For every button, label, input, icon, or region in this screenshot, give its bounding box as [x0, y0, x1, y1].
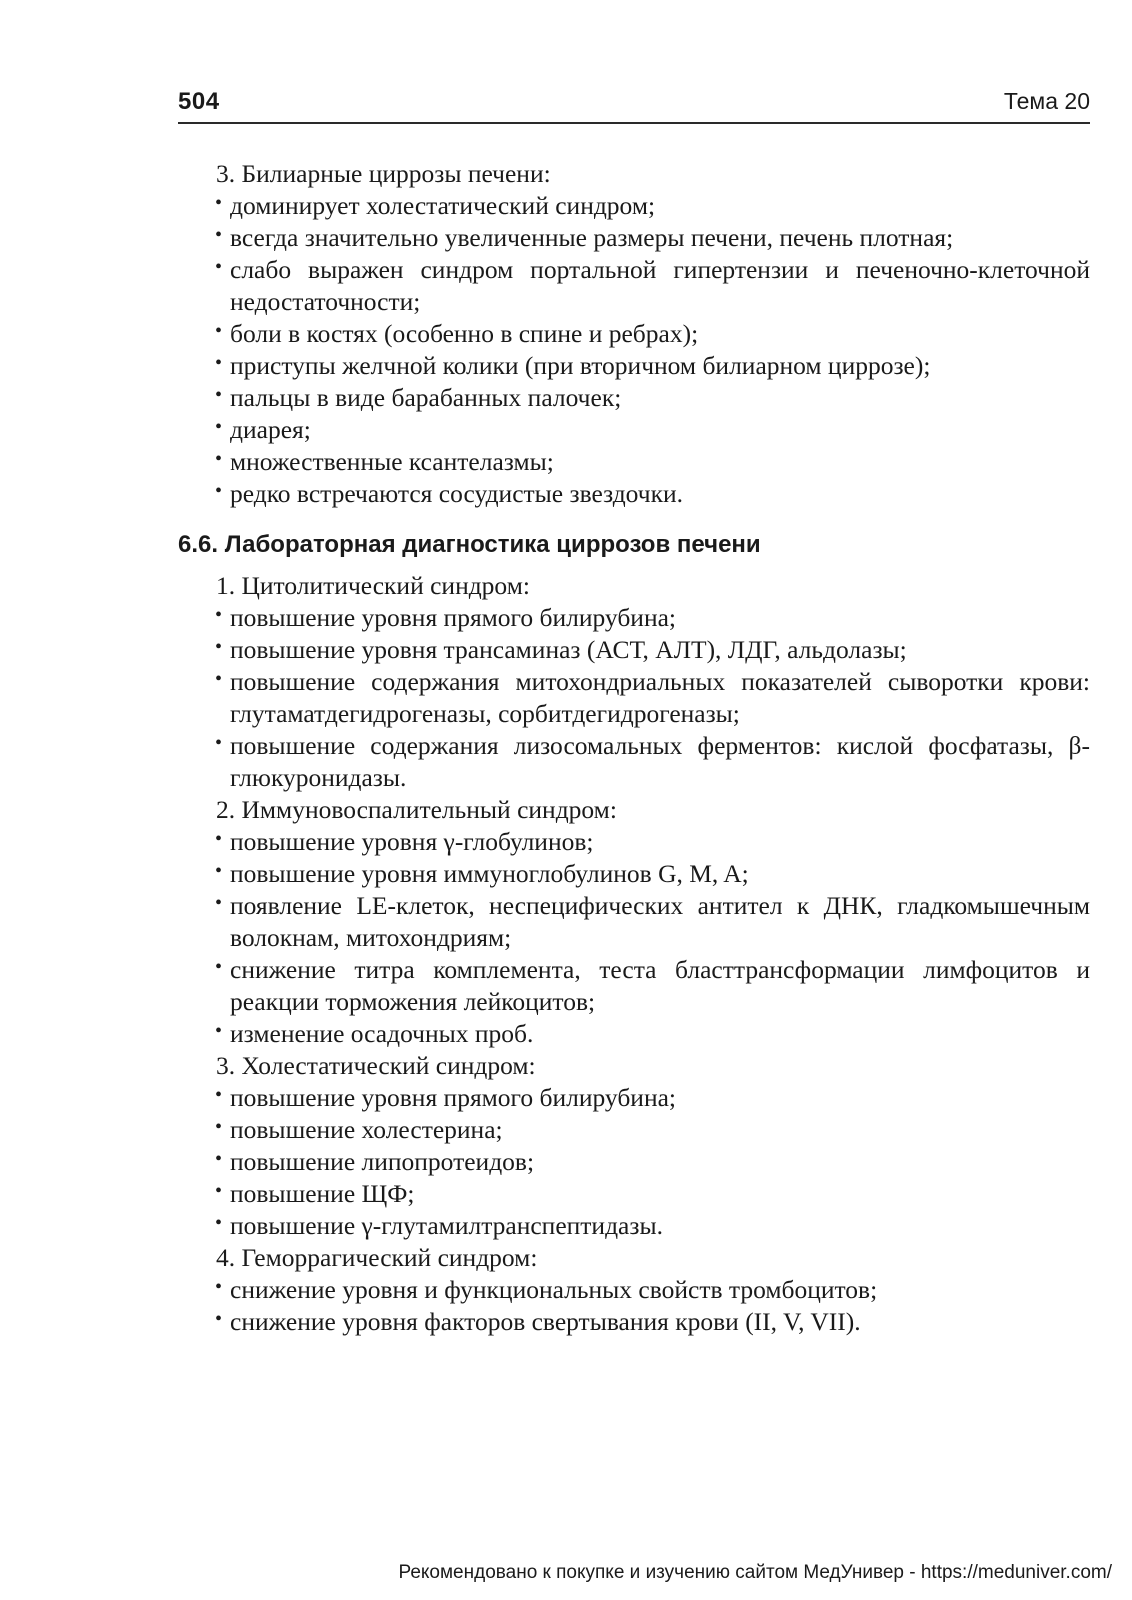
list-item: • повышение холестерина; — [178, 1114, 1090, 1146]
list-heading: 3. Холестатический синдром: — [216, 1051, 536, 1080]
list-item: • редко встречаются сосудистые звездочки. — [178, 478, 1090, 510]
list-item: • появление LE-клеток, неспецифических антител к ДНК, гладкомышечным волокнам, митохондриям; — [178, 890, 1090, 954]
footer-recommendation: Рекомендовано к покупке и изучению сайтом МедУнивер - https://meduniver.com/ — [398, 1562, 1112, 1583]
list-item: • повышение γ-глутамилтранспептидазы. — [178, 1210, 1090, 1242]
list-item: • доминирует холестатический синдром; — [178, 190, 1090, 222]
list-item: • повышение уровня прямого билирубина; — [178, 1082, 1090, 1114]
list-item: • приступы желчной колики (при вторичном билиарном циррозе); — [178, 350, 1090, 382]
list-item: • снижение уровня и функциональных свойств тромбоцитов; — [178, 1274, 1090, 1306]
list-item: • повышение содержания лизосомальных ферментов: кислой фосфатазы, β-глюкуронидазы. — [178, 730, 1090, 794]
cholestatic-syndrome-list — [178, 1050, 1090, 1242]
list-item: • слабо выражен синдром портальной гипертензии и печеночно-клеточной недостаточности; — [178, 254, 1090, 318]
page-number: 504 — [178, 88, 220, 115]
hemorrhagic-syndrome-list — [178, 1242, 1090, 1338]
running-head: Тема 20 — [1003, 88, 1090, 114]
list-item: • повышение уровня иммуноглобулинов G, M, A; — [178, 858, 1090, 890]
biliary-cirrhosis-list — [178, 158, 1090, 510]
page-body — [178, 158, 1090, 1338]
list-item: • множественные ксантелазмы; — [178, 446, 1090, 478]
section-title: 6.6. Лабораторная диагностика циррозов печени — [178, 531, 761, 558]
list-item: • повышение липопротеидов; — [178, 1146, 1090, 1178]
list-item: • повышение уровня γ-глобулинов; — [178, 826, 1090, 858]
list-heading: 2. Иммуновоспалительный синдром: — [216, 795, 617, 824]
list-heading: 4. Геморрагический синдром: — [216, 1243, 538, 1272]
cytolytic-syndrome-list — [178, 570, 1090, 794]
list-item: • снижение уровня факторов свертывания крови (II, V, VII). — [178, 1306, 1090, 1338]
list-item: • повышение уровня трансаминаз (АСТ, АЛТ), ЛДГ, альдолазы; — [178, 634, 1090, 666]
page-header — [178, 86, 1090, 124]
list-item: • диарея; — [178, 414, 1090, 446]
list-item: • снижение титра комплемента, теста бласттрансформации лимфоцитов и реакции торможения лейкоцитов; — [178, 954, 1090, 1018]
list-item: • боли в костях (особенно в спине и ребрах); — [178, 318, 1090, 350]
list-item: • всегда значительно увеличенные размеры печени, печень плотная; — [178, 222, 1090, 254]
list-item: • пальцы в виде барабанных палочек; — [178, 382, 1090, 414]
list-item: • повышение содержания митохондриальных показателей сыворотки крови: глутаматдегидрогеназы, сорбитдегидрогеназы; — [178, 666, 1090, 730]
list-heading: 3. Билиарные циррозы печени: — [216, 159, 551, 188]
immunoinflammatory-syndrome-list — [178, 794, 1090, 1050]
list-item: • повышение уровня прямого билирубина; — [178, 602, 1090, 634]
list-item: • повышение ЩФ; — [178, 1178, 1090, 1210]
list-item: • изменение осадочных проб. — [178, 1018, 1090, 1050]
list-heading: 1. Цитолитический синдром: — [216, 571, 530, 600]
